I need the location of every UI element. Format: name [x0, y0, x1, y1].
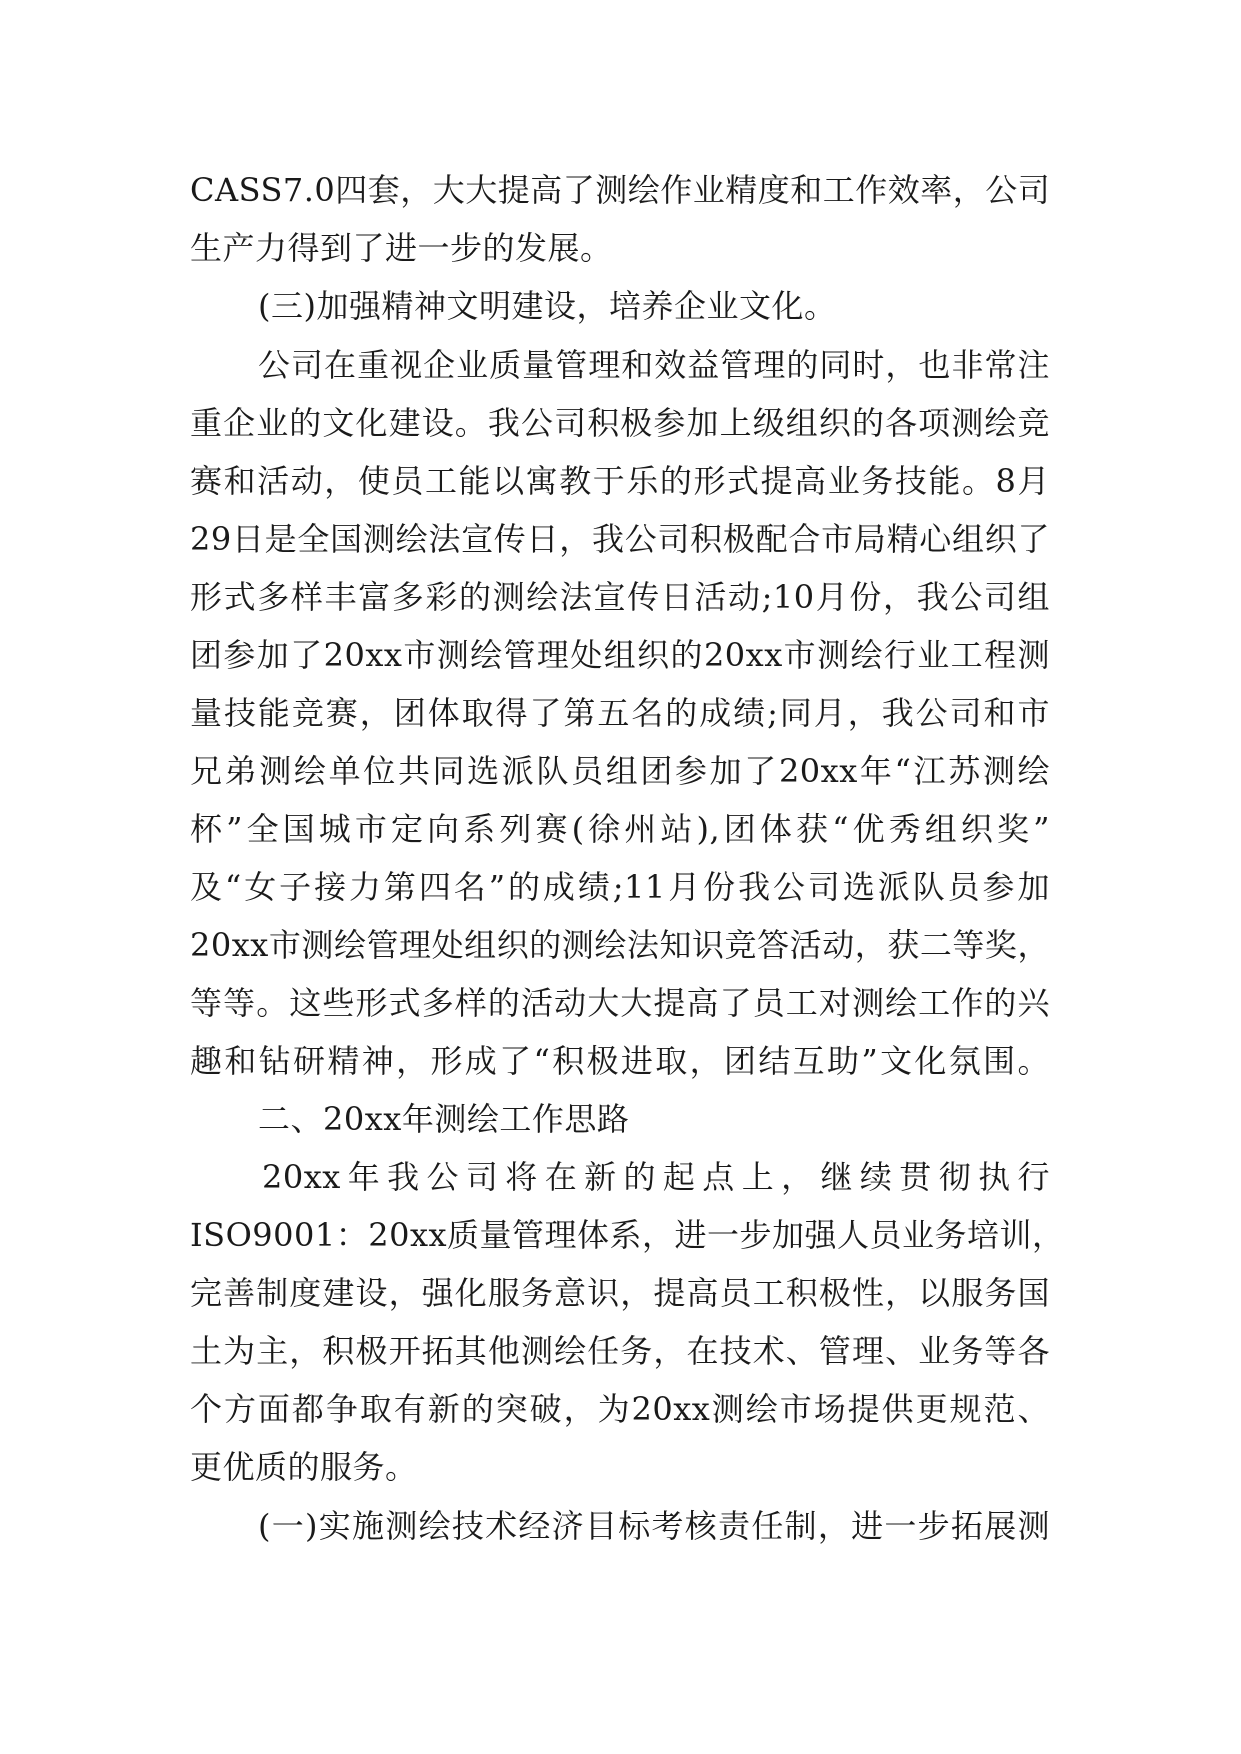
text-line: 20xx年我公司将在新的起点上，继续贯彻执行 [262, 1158, 1050, 1196]
text-line: 土为主，积极开拓其他测绘任务，在技术、管理、业务等各 [190, 1332, 1050, 1370]
text-line: 生产力得到了进一步的发展。 [190, 229, 613, 267]
text-line: 量技能竞赛，团体取得了第五名的成绩;同月，我公司和市 [190, 694, 1050, 732]
section-heading: 二、20xx年测绘工作思路 [258, 1100, 630, 1138]
text-line: 赛和活动，使员工能以寓教于乐的形式提高业务技能。8月 [190, 462, 1050, 500]
text-line: 兄弟测绘单位共同选派队员组团参加了20xx年“江苏测绘 [190, 752, 1050, 790]
section-heading: (三)加强精神文明建设，培养企业文化。 [258, 287, 837, 325]
text-line: 杯”全国城市定向系列赛(徐州站),团体获“优秀组织奖” [190, 810, 1050, 848]
text-line: 29日是全国测绘法宣传日，我公司积极配合市局精心组织了 [190, 520, 1050, 558]
text-line: CASS7.0四套，大大提高了测绘作业精度和工作效率，公司 [190, 171, 1051, 209]
text-line: 20xx市测绘管理处组织的测绘法知识竞答活动，获二等奖， [190, 926, 1050, 964]
text-line: 形式多样丰富多彩的测绘法宣传日活动;10月份，我公司组 [190, 578, 1050, 616]
text-line: ISO9001：20xx质量管理体系，进一步加强人员业务培训， [190, 1216, 1065, 1254]
text-line: 趣和钻研精神，形成了“积极进取，团结互助”文化氛围。 [190, 1042, 1050, 1080]
text-line: 个方面都争取有新的突破，为20xx测绘市场提供更规范、 [190, 1390, 1050, 1428]
text-line: 重企业的文化建设。我公司积极参加上级组织的各项测绘竞 [190, 404, 1050, 442]
text-line: 完善制度建设，强化服务意识，提高员工积极性，以服务国 [190, 1274, 1050, 1312]
text-line: 公司在重视企业质量管理和效益管理的同时，也非常注 [258, 346, 1050, 384]
text-line: 等等。这些形式多样的活动大大提高了员工对测绘工作的兴 [190, 984, 1050, 1022]
section-heading: (一)实施测绘技术经济目标考核责任制，进一步拓展测 [258, 1507, 1050, 1545]
text-line: 及“女子接力第四名”的成绩;11月份我公司选派队员参加 [190, 868, 1050, 906]
text-line: 更优质的服务。 [190, 1448, 418, 1486]
text-line: 团参加了20xx市测绘管理处组织的20xx市测绘行业工程测 [190, 636, 1050, 674]
